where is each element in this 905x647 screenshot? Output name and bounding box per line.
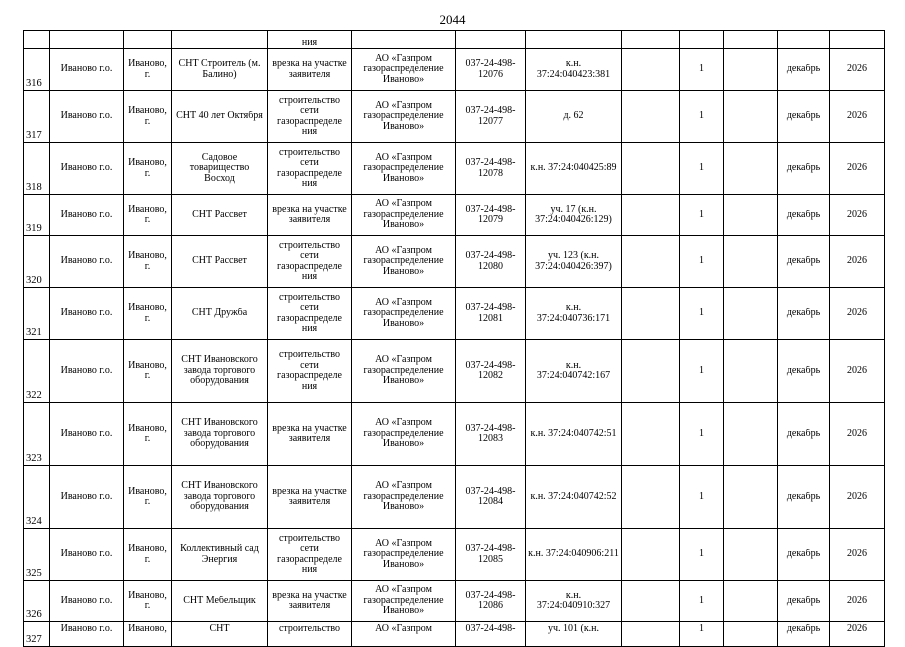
code-cell: 037-24-498-12083 [456, 403, 526, 466]
table-row [24, 31, 885, 49]
year-cell: 2026 [830, 529, 885, 581]
object-name-cell: СНТ [172, 622, 268, 647]
work-type-cell: строительство [268, 622, 352, 647]
flag-cell: 1 [680, 581, 724, 622]
object-name-cell: СНТ Ивановского завода торгового оборудования [172, 403, 268, 466]
year-cell: 2026 [830, 581, 885, 622]
empty-cell [724, 403, 778, 466]
empty-cell [724, 581, 778, 622]
empty-cell [622, 91, 680, 143]
flag-cell: 1 [680, 236, 724, 288]
work-type-cell: врезка на участке заявителя [268, 49, 352, 91]
organization-cell: АО «Газпром газораспределение Иваново» [352, 236, 456, 288]
empty-cell [622, 340, 680, 403]
month-cell: декабрь [778, 143, 830, 195]
work-type-cell: врезка на участке заявителя [268, 581, 352, 622]
work-type-cell: врезка на участке заявителя [268, 195, 352, 236]
row-number-cell: 318 [24, 143, 50, 195]
month-cell: декабрь [778, 403, 830, 466]
work-type-cell: строительство сети газораспределе ния [268, 340, 352, 403]
object-name-cell: СНТ Мебельщик [172, 581, 268, 622]
object-name-cell: СНТ Ивановского завода торгового оборудования [172, 340, 268, 403]
work-type-cell: строительство сети газораспределе ния [268, 529, 352, 581]
cadastral-number-cell: к.н. 37:24:040906:211 [526, 529, 622, 581]
settlement-cell: Иваново, г. [124, 91, 172, 143]
district-cell: Иваново г.о. [50, 236, 124, 288]
row-number-cell: 326 [24, 581, 50, 622]
work-type-cell: врезка на участке заявителя [268, 466, 352, 529]
row-number-cell: 324 [24, 466, 50, 529]
empty-cell [622, 622, 680, 647]
flag-cell: 1 [680, 466, 724, 529]
row-number-cell: 322 [24, 340, 50, 403]
table-row [24, 529, 885, 581]
cadastral-number-cell: к.н. 37:24:040742:51 [526, 403, 622, 466]
cadastral-number-cell: к.н. 37:24:040423:381 [526, 49, 622, 91]
cadastral-number-cell: к.н. 37:24:040910:327 [526, 581, 622, 622]
empty-cell [622, 236, 680, 288]
row-number-cell: 325 [24, 529, 50, 581]
month-cell: декабрь [778, 236, 830, 288]
month-cell: декабрь [778, 91, 830, 143]
gas-plan-table [23, 30, 885, 647]
object-name-cell: СНТ Ивановского завода торгового оборудования [172, 466, 268, 529]
empty-cell [724, 91, 778, 143]
object-name-cell: СНТ Дружба [172, 288, 268, 340]
district-cell: Иваново г.о. [50, 403, 124, 466]
table-row [24, 91, 885, 143]
table-row [24, 288, 885, 340]
empty-cell [724, 195, 778, 236]
cadastral-number-cell: уч. 123 (к.н. 37:24:040426:397) [526, 236, 622, 288]
row-number-cell: 320 [24, 236, 50, 288]
empty-cell [622, 49, 680, 91]
work-type-cell: строительство сети газораспределе ния [268, 143, 352, 195]
empty-cell [724, 288, 778, 340]
table-row [24, 622, 885, 647]
month-cell: декабрь [778, 581, 830, 622]
settlement-cell: Иваново, г. [124, 466, 172, 529]
flag-cell: 1 [680, 622, 724, 647]
organization-cell: АО «Газпром газораспределение Иваново» [352, 466, 456, 529]
table-row [24, 143, 885, 195]
cadastral-number-cell: к.н. 37:24:040425:89 [526, 143, 622, 195]
row-number-cell: 323 [24, 403, 50, 466]
empty-cell [622, 288, 680, 340]
year-cell: 2026 [830, 236, 885, 288]
district-cell: Иваново г.о. [50, 195, 124, 236]
table-row [24, 236, 885, 288]
district-cell: Иваново г.о. [50, 466, 124, 529]
empty-cell [724, 529, 778, 581]
table-row [24, 49, 885, 91]
settlement-cell: Иваново, г. [124, 143, 172, 195]
organization-cell: АО «Газпром газораспределение Иваново» [352, 288, 456, 340]
cadastral-number-cell: к.н. 37:24:040742:167 [526, 340, 622, 403]
district-cell: Иваново г.о. [50, 581, 124, 622]
empty-cell [724, 236, 778, 288]
empty-cell [622, 403, 680, 466]
work-type-cell: строительство сети газораспределе ния [268, 91, 352, 143]
empty-cell [622, 529, 680, 581]
cadastral-number-cell: уч. 17 (к.н. 37:24:040426:129) [526, 195, 622, 236]
cadastral-number-cell: уч. 101 (к.н. [526, 622, 622, 647]
settlement-cell: Иваново, г. [124, 49, 172, 91]
work-type-cell: ния [268, 31, 352, 49]
organization-cell: АО «Газпром газораспределение Иваново» [352, 581, 456, 622]
year-cell: 2026 [830, 340, 885, 403]
code-cell: 037-24-498-12081 [456, 288, 526, 340]
district-cell: Иваново г.о. [50, 288, 124, 340]
district-cell: Иваново г.о. [50, 529, 124, 581]
empty-cell [724, 143, 778, 195]
row-number-cell: 316 [24, 49, 50, 91]
district-cell: Иваново г.о. [50, 622, 124, 647]
settlement-cell: Иваново, г. [124, 581, 172, 622]
cadastral-number-cell: к.н. 37:24:040736:171 [526, 288, 622, 340]
month-cell: декабрь [778, 466, 830, 529]
month-cell: декабрь [778, 622, 830, 647]
table-row [24, 403, 885, 466]
organization-cell: АО «Газпром газораспределение Иваново» [352, 195, 456, 236]
empty-cell [724, 622, 778, 647]
empty-cell [724, 340, 778, 403]
row-number-cell: 317 [24, 91, 50, 143]
settlement-cell: Иваново, г. [124, 288, 172, 340]
empty-cell [622, 581, 680, 622]
flag-cell: 1 [680, 195, 724, 236]
cadastral-number-cell: к.н. 37:24:040742:52 [526, 466, 622, 529]
cadastral-number-cell: д. 62 [526, 91, 622, 143]
object-name-cell: СНТ Рассвет [172, 236, 268, 288]
district-cell: Иваново г.о. [50, 340, 124, 403]
work-type-cell: строительство сети газораспределе ния [268, 236, 352, 288]
code-cell: 037-24-498-12080 [456, 236, 526, 288]
code-cell: 037-24-498- [456, 622, 526, 647]
year-cell: 2026 [830, 403, 885, 466]
year-cell: 2026 [830, 143, 885, 195]
district-cell: Иваново г.о. [50, 91, 124, 143]
flag-cell: 1 [680, 49, 724, 91]
code-cell: 037-24-498-12077 [456, 91, 526, 143]
row-number-cell: 327 [24, 622, 50, 647]
object-name-cell: СНТ 40 лет Октября [172, 91, 268, 143]
empty-cell [622, 143, 680, 195]
organization-cell: АО «Газпром газораспределение Иваново» [352, 143, 456, 195]
code-cell: 037-24-498-12085 [456, 529, 526, 581]
code-cell: 037-24-498-12086 [456, 581, 526, 622]
district-cell: Иваново г.о. [50, 49, 124, 91]
month-cell: декабрь [778, 340, 830, 403]
table-row [24, 340, 885, 403]
code-cell: 037-24-498-12079 [456, 195, 526, 236]
object-name-cell: СНТ Рассвет [172, 195, 268, 236]
year-cell: 2026 [830, 622, 885, 647]
district-cell: Иваново г.о. [50, 143, 124, 195]
page-number: 2044 [439, 12, 466, 27]
settlement-cell: Иваново, г. [124, 403, 172, 466]
flag-cell: 1 [680, 143, 724, 195]
work-type-cell: врезка на участке заявителя [268, 403, 352, 466]
object-name-cell: Коллективный сад Энергия [172, 529, 268, 581]
month-cell: декабрь [778, 529, 830, 581]
flag-cell: 1 [680, 403, 724, 466]
code-cell: 037-24-498-12078 [456, 143, 526, 195]
flag-cell: 1 [680, 340, 724, 403]
table-row [24, 581, 885, 622]
flag-cell: 1 [680, 529, 724, 581]
year-cell: 2026 [830, 195, 885, 236]
code-cell: 037-24-498-12076 [456, 49, 526, 91]
flag-cell: 1 [680, 288, 724, 340]
flag-cell: 1 [680, 91, 724, 143]
month-cell: декабрь [778, 49, 830, 91]
organization-cell: АО «Газпром газораспределение Иваново» [352, 91, 456, 143]
organization-cell: АО «Газпром [352, 622, 456, 647]
code-cell: 037-24-498-12082 [456, 340, 526, 403]
empty-cell [724, 466, 778, 529]
settlement-cell: Иваново, г. [124, 529, 172, 581]
row-number-cell: 319 [24, 195, 50, 236]
organization-cell: АО «Газпром газораспределение Иваново» [352, 403, 456, 466]
table-row [24, 466, 885, 529]
row-number-cell: 321 [24, 288, 50, 340]
organization-cell: АО «Газпром газораспределение Иваново» [352, 49, 456, 91]
settlement-cell: Иваново, г. [124, 195, 172, 236]
year-cell: 2026 [830, 288, 885, 340]
year-cell: 2026 [830, 466, 885, 529]
organization-cell: АО «Газпром газораспределение Иваново» [352, 340, 456, 403]
empty-cell [724, 49, 778, 91]
object-name-cell: Садовое товарищество Восход [172, 143, 268, 195]
year-cell: 2026 [830, 91, 885, 143]
settlement-cell: Иваново, г. [124, 236, 172, 288]
settlement-cell: Иваново, г. [124, 340, 172, 403]
work-type-cell: строительство сети газораспределе ния [268, 288, 352, 340]
code-cell: 037-24-498-12084 [456, 466, 526, 529]
year-cell: 2026 [830, 49, 885, 91]
table-row [24, 195, 885, 236]
empty-cell [622, 466, 680, 529]
empty-cell [622, 195, 680, 236]
organization-cell: АО «Газпром газораспределение Иваново» [352, 529, 456, 581]
object-name-cell: СНТ Строитель (м. Балино) [172, 49, 268, 91]
month-cell: декабрь [778, 288, 830, 340]
settlement-cell: Иваново, [124, 622, 172, 647]
month-cell: декабрь [778, 195, 830, 236]
